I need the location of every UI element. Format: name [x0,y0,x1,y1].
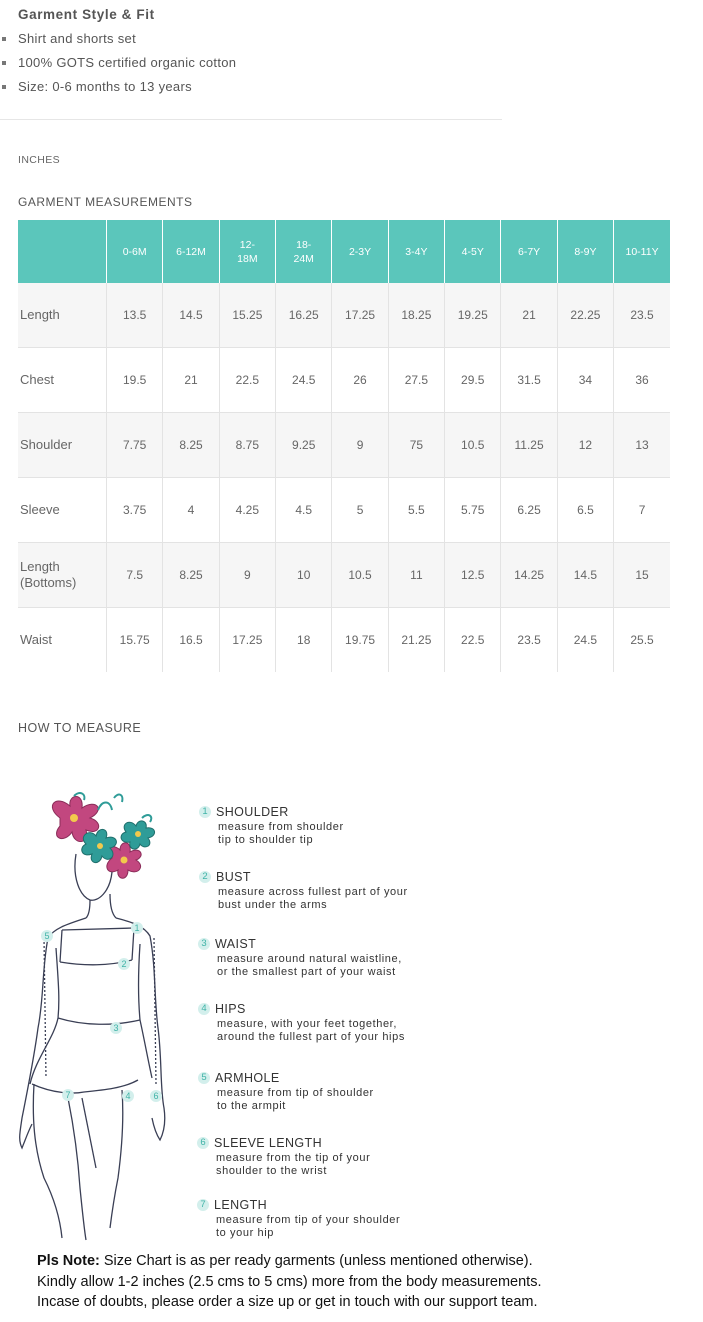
feature-item [0,54,236,78]
measurement-cell: 17.25 [219,608,275,673]
measurement-cell: 8.25 [163,413,219,478]
measurement-cell: 27.5 [388,348,444,413]
measurement-cell: 8.25 [163,543,219,608]
measurement-cell: 13 [614,413,670,478]
table-row [18,478,670,543]
note-line: Kindly allow 1-2 inches (2.5 cms to 5 cms) more from the body measurements. [37,1273,542,1290]
step-title: BUST [216,870,251,884]
size-header-cell: 6-12M [163,220,219,283]
measurement-cell: 11 [388,543,444,608]
measurement-cell: 12 [557,413,613,478]
size-header-cell: 10-11Y [614,220,670,283]
measurement-cell: 5 [332,478,388,543]
row-label: Length (Bottoms) [18,543,107,608]
row-label: Sleeve [18,478,107,543]
table-row [18,608,670,673]
step-number-badge: 7 [197,1199,209,1211]
measurement-cell: 22.5 [445,608,501,673]
measurement-cell: 34 [557,348,613,413]
measurement-cell: 11.25 [501,413,557,478]
measurement-cell: 22.25 [557,283,613,348]
table-row [18,348,670,413]
measurement-cell: 9 [332,413,388,478]
figure-markers [41,922,162,1102]
measurement-cell: 24.5 [557,608,613,673]
measurement-cell: 7.5 [107,543,163,608]
figure-marker-1: 1 [134,923,140,933]
how-to-measure-title: HOW TO MEASURE [18,721,142,735]
flower-crown-icon [52,793,154,878]
measurement-cell: 15 [614,543,670,608]
measurement-cell: 10 [276,543,332,608]
row-label: Waist [18,608,107,673]
measurement-cell: 9.25 [276,413,332,478]
feature-item [0,78,236,102]
measurement-cell: 75 [388,413,444,478]
table-row [18,283,670,348]
measurement-cell: 13.5 [107,283,163,348]
measurement-cell: 12.5 [445,543,501,608]
measurement-cell: 6.5 [557,478,613,543]
row-label: Length [18,283,107,348]
figure-marker-5: 5 [44,931,50,941]
step-title: WAIST [215,937,257,951]
body-outline [20,854,165,1240]
bullet-icon [2,61,6,65]
measurement-cell: 29.5 [445,348,501,413]
measurement-cell: 19.25 [445,283,501,348]
measurement-cell: 19.75 [332,608,388,673]
step-description: measure from the tip of your shoulder to the wrist [216,1152,371,1177]
figure-marker-2: 2 [121,959,127,969]
measurement-cell: 21 [163,348,219,413]
table-row [18,543,670,608]
garment-style-title: Garment Style & Fit [18,7,155,22]
bullet-icon [2,37,6,41]
step-number-badge: 1 [199,806,211,818]
note-line: Incase of doubts, please order a size up or get in touch with our support team. [37,1294,538,1310]
units-label: INCHES [18,154,61,166]
note-text: Size Chart is as per ready garments (unless mentioned otherwise). [99,1253,533,1269]
row-label: Shoulder [18,413,107,478]
figure-marker-7: 7 [65,1090,71,1100]
section-divider [0,119,502,120]
measurement-cell: 23.5 [614,283,670,348]
measurement-cell: 21.25 [388,608,444,673]
size-header-cell: 0-6M [107,220,163,283]
step-number-badge: 4 [198,1003,210,1015]
measurement-cell: 18.25 [388,283,444,348]
measurement-cell: 21 [501,283,557,348]
step-number-badge: 3 [198,938,210,950]
step-title: ARMHOLE [215,1071,280,1085]
feature-item [0,30,236,54]
measurement-cell: 3.75 [107,478,163,543]
measurement-cell: 15.75 [107,608,163,673]
step-description: measure from tip of your shoulder to your hip [216,1214,401,1239]
measurement-cell: 6.25 [501,478,557,543]
step-description: measure from shoulder tip to shoulder tip [218,821,344,846]
table-header-row [18,220,670,283]
measurement-cell: 7.75 [107,413,163,478]
measurement-cell: 4.5 [276,478,332,543]
measurement-cell: 5.75 [445,478,501,543]
bullet-icon [2,85,6,89]
body-figure-illustration [14,788,204,1244]
measurement-cell: 16.5 [163,608,219,673]
row-label: Chest [18,348,107,413]
step-description: measure around natural waistline, or the smallest part of your waist [217,953,402,978]
step-title: SLEEVE LENGTH [214,1136,323,1150]
measurement-cell: 24.5 [276,348,332,413]
measurement-cell: 4 [163,478,219,543]
measurement-cell: 18 [276,608,332,673]
measurement-cell: 7 [614,478,670,543]
size-chart-table [18,220,670,672]
step-number-badge: 6 [197,1137,209,1149]
note-line [37,1251,677,1272]
figure-marker-4: 4 [125,1091,131,1101]
measurement-cell: 10.5 [332,543,388,608]
table-title: GARMENT MEASUREMENTS [18,195,193,209]
measurement-cell: 25.5 [630,633,654,647]
measurement-cell: 36 [614,348,670,413]
step-description: measure, with your feet together, around the fullest part of your hips [217,1018,405,1043]
corner-header-cell [18,220,107,283]
measurement-cell: 10.5 [445,413,501,478]
measurement-cell: 22.5 [219,348,275,413]
size-header-cell: 18- 24M [276,220,332,283]
step-number-badge: 5 [198,1072,210,1084]
figure-marker-6: 6 [153,1091,159,1101]
measurement-cell: 5.5 [388,478,444,543]
features-list [0,30,236,102]
measurement-cell: 16.25 [276,283,332,348]
step-description: measure from tip of shoulder to the armpit [217,1087,374,1112]
step-description: measure across fullest part of your bust under the arms [218,886,408,911]
size-header-cell: 4-5Y [445,220,501,283]
measurement-cell: 4.25 [219,478,275,543]
step-title: LENGTH [214,1198,268,1212]
measurement-cell: 9 [219,543,275,608]
feature-text: 100% GOTS certified organic cotton [18,55,237,70]
measurement-cell: 14.25 [501,543,557,608]
measurement-cell: 26 [332,348,388,413]
figure-marker-3: 3 [113,1023,119,1033]
table-body [18,283,670,672]
size-header-cell: 8-9Y [557,220,613,283]
step-number-badge: 2 [199,871,211,883]
measurement-cell: 31.5 [501,348,557,413]
size-header-cell: 2-3Y [332,220,388,283]
note-label: Pls Note: [37,1253,100,1269]
size-note [37,1251,677,1313]
measurement-cell: 19.5 [107,348,163,413]
measurement-cell: 23.5 [501,608,557,673]
measurement-cell: 8.75 [219,413,275,478]
table-row [18,413,670,478]
step-title: HIPS [215,1002,246,1016]
measurement-cell: 14.5 [557,543,613,608]
size-header-cell: 6-7Y [501,220,557,283]
measurement-cell: 14.5 [163,283,219,348]
feature-text: Shirt and shorts set [18,31,136,46]
measurement-cell: 17.25 [332,283,388,348]
size-header-cell: 3-4Y [388,220,444,283]
step-title: SHOULDER [216,805,289,819]
size-header-cell: 12- 18M [219,220,275,283]
feature-text: Size: 0-6 months to 13 years [18,79,192,94]
measurement-cell: 15.25 [219,283,275,348]
